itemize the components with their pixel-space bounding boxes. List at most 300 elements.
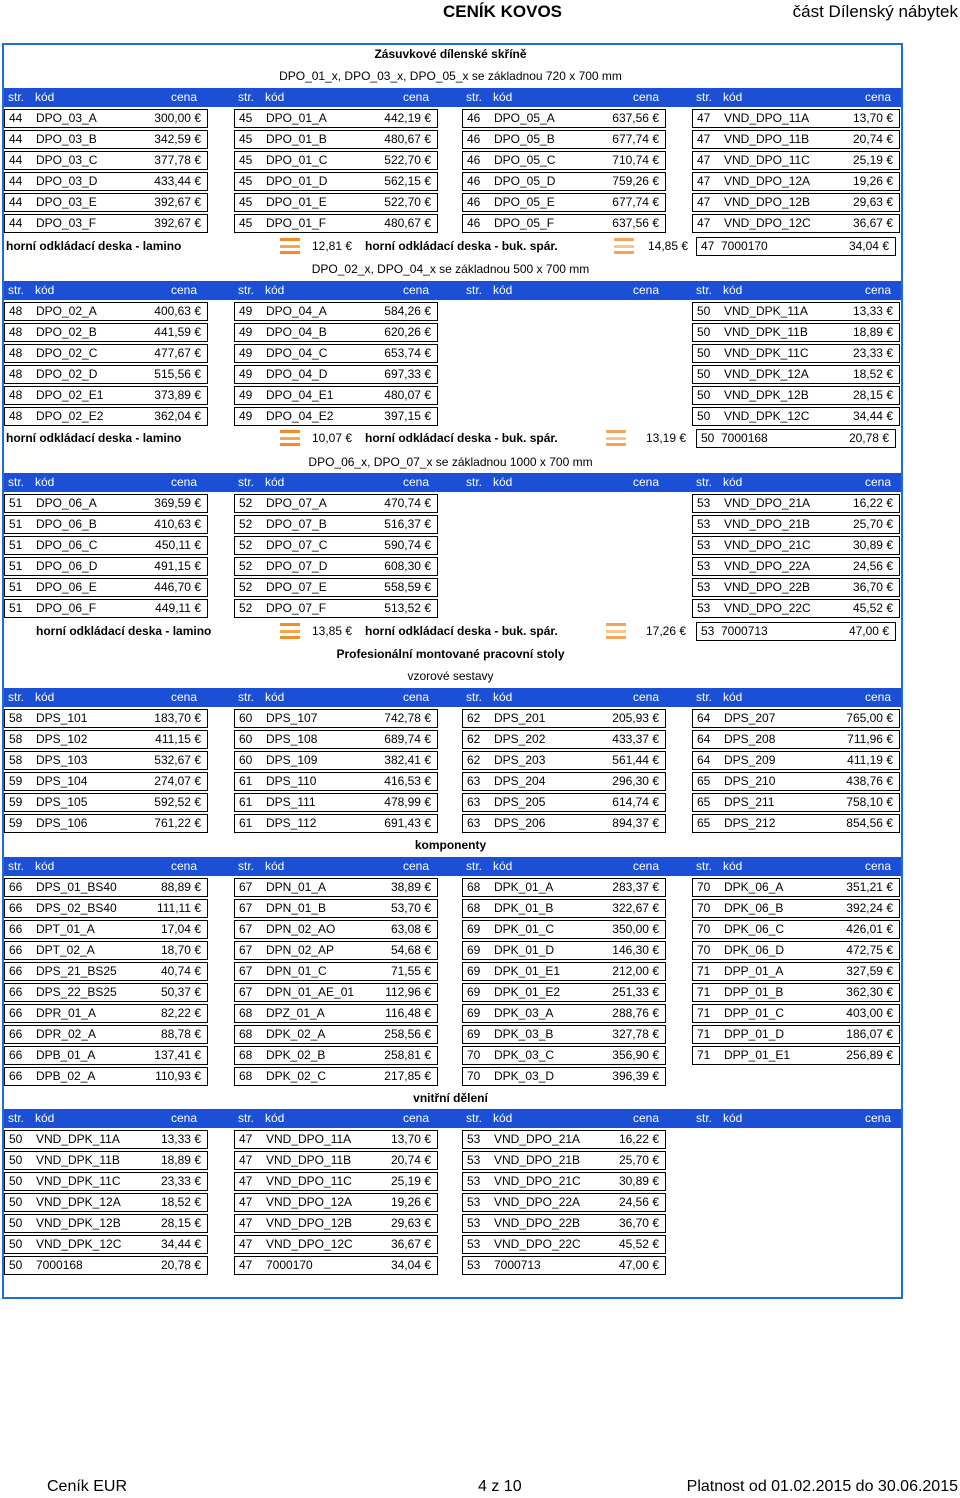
price: 689,74 €: [384, 732, 431, 746]
buk-swatch-icon: [606, 430, 626, 446]
page-ref: 48: [9, 388, 23, 402]
price: 403,00 €: [846, 1006, 893, 1020]
page-ref: 66: [9, 880, 23, 894]
price-cell: [234, 1256, 438, 1275]
product-code: DPS_112: [266, 816, 317, 830]
board-buk-price: 13,19 €: [646, 431, 687, 445]
page-ref: 64: [697, 711, 711, 725]
price-cell: [692, 151, 900, 170]
price: 20,74 €: [852, 132, 893, 146]
board-extra-cell: [696, 237, 896, 256]
product-code: DPO_02_C: [36, 346, 98, 360]
header-cena: cena: [633, 859, 660, 873]
price-cell: [462, 814, 666, 833]
page-ref: 67: [239, 964, 253, 978]
price: 116,48 €: [385, 1006, 431, 1020]
price: 411,19 €: [847, 753, 893, 767]
product-code: VND_DPO_21C: [724, 538, 811, 552]
price: 45,52 €: [852, 601, 893, 615]
price-cell: [462, 1067, 666, 1086]
table-row: [4, 1046, 901, 1067]
price: 47,00 €: [618, 1258, 659, 1272]
price: 30,89 €: [618, 1174, 659, 1188]
price-cell: [462, 1151, 666, 1170]
price: 470,74 €: [384, 496, 431, 510]
price-cell: [4, 1235, 208, 1254]
product-code: DPO_06_A: [36, 496, 97, 510]
price-cell: [692, 920, 900, 939]
product-code: DPO_02_B: [36, 325, 97, 339]
board-buk-text: horní odkládací deska - buk. spár.: [365, 624, 558, 638]
price-cell: [4, 1025, 208, 1044]
price-cell: [234, 494, 438, 513]
price: 351,21 €: [846, 880, 893, 894]
page-ref: 71: [697, 1048, 711, 1062]
price: 50,37 €: [160, 985, 201, 999]
price: 400,63 €: [154, 304, 201, 318]
page-ref: 60: [239, 753, 253, 767]
price: 322,67 €: [612, 901, 659, 915]
page-ref: 70: [467, 1048, 481, 1062]
page-ref: 44: [9, 153, 23, 167]
header-cena: cena: [403, 859, 430, 873]
price: 25,70 €: [852, 517, 893, 531]
page-ref: 66: [9, 922, 23, 936]
price-cell: [4, 109, 208, 128]
price-cell: [234, 130, 438, 149]
header-kod: kód: [35, 283, 55, 297]
product-code: DPK_03_C: [494, 1048, 555, 1062]
page-ref: 48: [9, 367, 23, 381]
product-code: VND_DPO_22C: [724, 601, 811, 615]
price: 88,78 €: [160, 1027, 201, 1041]
header-kod: kód: [723, 283, 743, 297]
product-code: VND_DPO_11B: [266, 1153, 352, 1167]
header-str: str.: [8, 90, 25, 104]
page-ref: 59: [9, 774, 23, 788]
price: 561,44 €: [612, 753, 659, 767]
footer-currency: Ceník EUR: [47, 1478, 128, 1495]
header-kod: kód: [35, 475, 55, 489]
page-ref: 47: [697, 174, 711, 188]
page-ref: 50: [697, 325, 711, 339]
price: 590,74 €: [384, 538, 431, 552]
price-cell: [462, 193, 666, 212]
header-cena: cena: [171, 475, 198, 489]
page-ref: 50: [697, 304, 711, 318]
header-kod: kód: [265, 90, 285, 104]
price: 47,00 €: [848, 624, 889, 638]
board-buk-text: horní odkládací deska - buk. spár.: [365, 239, 558, 253]
price-cell: [4, 536, 208, 555]
product-code: DPN_01_B: [266, 901, 327, 915]
page-ref: 63: [467, 795, 481, 809]
board-buk-text: horní odkládací deska - buk. spár.: [365, 431, 558, 445]
page-ref: 45: [239, 132, 253, 146]
product-code: DPR_01_A: [36, 1006, 97, 1020]
table-row: [4, 172, 901, 193]
page-ref: 49: [239, 325, 253, 339]
price-cell: [692, 494, 900, 513]
page-ref: 68: [239, 1048, 253, 1062]
price-cell: [234, 1046, 438, 1065]
price-cell: [462, 709, 666, 728]
product-code: VND_DPK_11B: [724, 325, 808, 339]
price-cell: [234, 1214, 438, 1233]
page-ref: 45: [239, 216, 253, 230]
column-header-row: [4, 688, 901, 707]
header-str: str.: [696, 90, 713, 104]
product-code: DPS_101: [36, 711, 88, 725]
lamino-swatch-icon: [280, 238, 300, 254]
product-code: DPO_06_B: [36, 517, 97, 531]
price-cell: [4, 1256, 208, 1275]
price-cell: [234, 365, 438, 384]
product-code: VND_DPO_11A: [266, 1132, 352, 1146]
price-cell: [692, 536, 900, 555]
header-str: str.: [8, 283, 25, 297]
header-str: str.: [466, 283, 483, 297]
product-code: DPS_21_BS25: [36, 964, 117, 978]
price: 426,01 €: [846, 922, 893, 936]
price: 558,59 €: [384, 580, 431, 594]
header-str: str.: [238, 283, 255, 297]
price: 288,76 €: [612, 1006, 659, 1020]
page-ref: 46: [467, 174, 481, 188]
price: 30,89 €: [852, 538, 893, 552]
table-row: [4, 130, 901, 151]
price-cell: [4, 1130, 208, 1149]
product-code: DPO_04_E2: [266, 409, 334, 423]
table-row: [4, 151, 901, 172]
price-cell: [4, 1046, 208, 1065]
product-code: DPO_04_D: [266, 367, 328, 381]
table-row: [4, 1214, 901, 1235]
price-cell: [234, 709, 438, 728]
price: 392,24 €: [846, 901, 893, 915]
page-ref: 69: [467, 1006, 481, 1020]
page-ref: 48: [9, 304, 23, 318]
page-ref: 69: [467, 943, 481, 957]
page-ref: 66: [9, 1006, 23, 1020]
price: 614,74 €: [612, 795, 659, 809]
page-ref: 66: [9, 1048, 23, 1062]
header-kod: kód: [723, 690, 743, 704]
price-cell: [692, 1025, 900, 1044]
price: 110,93 €: [155, 1069, 201, 1083]
price: 53,70 €: [390, 901, 431, 915]
page-ref: 62: [467, 711, 481, 725]
board-extra-cell: [696, 622, 896, 641]
price: 112,96 €: [385, 985, 431, 999]
price-cell: [692, 793, 900, 812]
price-cell: [692, 878, 900, 897]
price: 25,19 €: [390, 1174, 431, 1188]
price: 205,93 €: [612, 711, 659, 725]
price-cell: [462, 983, 666, 1002]
header-str: str.: [238, 859, 255, 873]
column-header-row: [4, 473, 901, 492]
price: 186,07 €: [846, 1027, 893, 1041]
page-ref: 50: [697, 388, 711, 402]
product-code: 7000170: [266, 1258, 313, 1272]
header-cena: cena: [865, 475, 892, 489]
price-cell: [4, 1151, 208, 1170]
table-row: [4, 878, 901, 899]
header-kod: kód: [265, 283, 285, 297]
page-ref: 52: [239, 601, 253, 615]
price: 24,56 €: [852, 559, 893, 573]
price: 36,67 €: [390, 1237, 431, 1251]
price-cell: [692, 109, 900, 128]
product-code: DPO_07_A: [266, 496, 327, 510]
price-cell: [4, 193, 208, 212]
price: 854,56 €: [846, 816, 893, 830]
price: 28,15 €: [160, 1216, 201, 1230]
product-code: VND_DPO_21B: [724, 517, 811, 531]
header-cena: cena: [633, 283, 660, 297]
page-ref: 70: [697, 880, 711, 894]
header-str: str.: [238, 475, 255, 489]
product-code: VND_DPK_12B: [724, 388, 809, 402]
price: 450,11 €: [155, 538, 201, 552]
price: 480,07 €: [384, 388, 431, 402]
price: 491,15 €: [154, 559, 201, 573]
header-kod: kód: [493, 475, 513, 489]
product-code: DPS_209: [724, 753, 776, 767]
table-row: [4, 214, 901, 235]
page-ref: 66: [9, 1027, 23, 1041]
header-kod: kód: [265, 690, 285, 704]
price-cell: [234, 1235, 438, 1254]
page-ref: 53: [697, 580, 711, 594]
price: 410,63 €: [154, 517, 201, 531]
page-ref: 52: [239, 517, 253, 531]
product-code: DPO_07_D: [266, 559, 328, 573]
price-cell: [4, 344, 208, 363]
page-ref: 46: [467, 111, 481, 125]
price-cell: [234, 1067, 438, 1086]
price: 522,70 €: [384, 153, 431, 167]
page-ref: 44: [9, 111, 23, 125]
price-cell: [462, 1214, 666, 1233]
price: 382,41 €: [384, 753, 431, 767]
price-cell: [234, 941, 438, 960]
price-cell: [4, 172, 208, 191]
product-code: DPO_01_F: [266, 216, 327, 230]
page-ref: 50: [701, 431, 715, 445]
product-code: DPO_06_F: [36, 601, 97, 615]
header-kod: kód: [35, 1111, 55, 1125]
price-cell: [4, 962, 208, 981]
price: 18,52 €: [160, 1195, 201, 1209]
product-code: DPS_210: [724, 774, 776, 788]
page-ref: 65: [697, 774, 711, 788]
section-title: Profesionální montované pracovní stoly: [336, 647, 565, 661]
board-lamino-price: 10,07 €: [312, 431, 353, 445]
page-ref: 50: [697, 409, 711, 423]
price-cell: [462, 172, 666, 191]
header-str: str.: [466, 690, 483, 704]
product-code: DPK_06_A: [724, 880, 784, 894]
header-cena: cena: [633, 1111, 660, 1125]
section-subtitle: DPO_01_x, DPO_03_x, DPO_05_x se základnou 720 x 700 mm: [279, 69, 622, 83]
product-code: VND_DPK_11C: [36, 1174, 121, 1188]
product-code: VND_DPK_12A: [36, 1195, 121, 1209]
table-row: [4, 557, 901, 578]
page-ref: 53: [467, 1153, 481, 1167]
price: 137,41 €: [154, 1048, 201, 1062]
price: 356,90 €: [612, 1048, 659, 1062]
page-ref: 50: [9, 1174, 23, 1188]
table-row: [4, 536, 901, 557]
price-cell: [4, 130, 208, 149]
price-cell: [4, 365, 208, 384]
table-row: [4, 323, 901, 344]
page-ref: 71: [697, 1027, 711, 1041]
product-code: DPO_06_D: [36, 559, 98, 573]
product-code: DPO_02_E1: [36, 388, 104, 402]
product-code: DPO_07_C: [266, 538, 328, 552]
product-code: DPK_01_E2: [494, 985, 561, 999]
price-cell: [234, 878, 438, 897]
product-code: DPS_207: [724, 711, 776, 725]
price-cell: [4, 730, 208, 749]
price-cell: [4, 1214, 208, 1233]
header-str: str.: [696, 475, 713, 489]
product-code: DPK_01_D: [494, 943, 555, 957]
page-ref: 47: [697, 195, 711, 209]
price-cell: [692, 302, 900, 321]
page-ref: 47: [239, 1195, 253, 1209]
page-ref: 49: [239, 304, 253, 318]
product-code: DPS_208: [724, 732, 776, 746]
price-cell: [234, 193, 438, 212]
product-code: DPO_01_D: [266, 174, 328, 188]
header-kod: kód: [493, 90, 513, 104]
price: 183,70 €: [154, 711, 201, 725]
price: 24,56 €: [618, 1195, 659, 1209]
table-row: [4, 751, 901, 772]
product-code: DPK_02_C: [266, 1069, 327, 1083]
price: 478,99 €: [384, 795, 431, 809]
header-cena: cena: [633, 690, 660, 704]
column-header-row: [4, 88, 901, 107]
price-cell: [692, 1004, 900, 1023]
product-code: DPS_109: [266, 753, 318, 767]
product-code: DPK_01_E1: [494, 964, 561, 978]
price-cell: [692, 557, 900, 576]
price-cell: [4, 878, 208, 897]
header-kod: kód: [265, 1111, 285, 1125]
product-code: DPK_01_C: [494, 922, 555, 936]
page-ref: 50: [9, 1132, 23, 1146]
price: 82,22 €: [160, 1006, 201, 1020]
price-cell: [4, 302, 208, 321]
price: 29,63 €: [852, 195, 893, 209]
price: 38,89 €: [390, 880, 431, 894]
page-footer: [0, 1478, 960, 1498]
header-kod: kód: [35, 690, 55, 704]
product-code: DPS_110: [266, 774, 317, 788]
price-cell: [462, 1193, 666, 1212]
board-buk-label: [365, 621, 558, 641]
price: 16,22 €: [618, 1132, 659, 1146]
price: 637,56 €: [612, 111, 659, 125]
page-ref: 59: [9, 795, 23, 809]
product-code: DPO_01_B: [266, 132, 327, 146]
header-cena: cena: [171, 90, 198, 104]
product-code: DPS_107: [266, 711, 318, 725]
product-code: VND_DPO_21A: [724, 496, 811, 510]
price: 342,59 €: [154, 132, 201, 146]
page-ref: 53: [697, 517, 711, 531]
page-ref: 69: [467, 1027, 481, 1041]
product-code: DPO_03_E: [36, 195, 97, 209]
price-cell: [4, 751, 208, 770]
price: 251,33 €: [612, 985, 659, 999]
price-cell: [234, 772, 438, 791]
product-code: DPS_205: [494, 795, 546, 809]
price-cell: [462, 1046, 666, 1065]
product-code: VND_DPO_12B: [266, 1216, 353, 1230]
page-ref: 53: [467, 1258, 481, 1272]
page-ref: 44: [9, 195, 23, 209]
board-lamino-price: 12,81 €: [312, 239, 353, 253]
price-cell: [4, 578, 208, 597]
price: 416,53 €: [384, 774, 431, 788]
page-ref: 50: [9, 1216, 23, 1230]
price: 758,10 €: [846, 795, 893, 809]
page-ref: 50: [697, 346, 711, 360]
page-ref: 68: [467, 880, 481, 894]
page-ref: 53: [467, 1174, 481, 1188]
document-section: část Dílenský nábytek: [792, 2, 958, 21]
product-code: DPS_204: [494, 774, 546, 788]
header-str: str.: [466, 475, 483, 489]
table-row: [4, 515, 901, 536]
header-str: str.: [238, 1111, 255, 1125]
product-code: VND_DPO_22B: [724, 580, 811, 594]
product-code: VND_DPO_22A: [494, 1195, 581, 1209]
product-code: VND_DPO_21A: [494, 1132, 581, 1146]
price: 18,70 €: [160, 943, 201, 957]
footer-page-number: 4 z 10: [478, 1478, 522, 1495]
page-ref: 53: [701, 624, 715, 638]
price-cell: [234, 515, 438, 534]
section-subtitle: komponenty: [414, 838, 487, 852]
board-lamino-text: horní odkládací deska - lamino: [6, 431, 182, 445]
price-cell: [234, 214, 438, 233]
price: 691,43 €: [384, 816, 431, 830]
table-row: [4, 386, 901, 407]
price-cell: [234, 751, 438, 770]
price-cell: [234, 536, 438, 555]
product-code: DPO_04_A: [266, 304, 327, 318]
product-code: DPO_06_C: [36, 538, 98, 552]
product-code: VND_DPO_22A: [724, 559, 811, 573]
page-ref: 48: [9, 409, 23, 423]
price: 212,00 €: [612, 964, 659, 978]
header-cena: cena: [403, 283, 430, 297]
product-code: VND_DPK_11A: [36, 1132, 120, 1146]
price: 13,33 €: [160, 1132, 201, 1146]
price: 258,56 €: [384, 1027, 431, 1041]
header-str: str.: [466, 859, 483, 873]
price-cell: [462, 730, 666, 749]
price-cell: [462, 920, 666, 939]
page-ref: 45: [239, 174, 253, 188]
